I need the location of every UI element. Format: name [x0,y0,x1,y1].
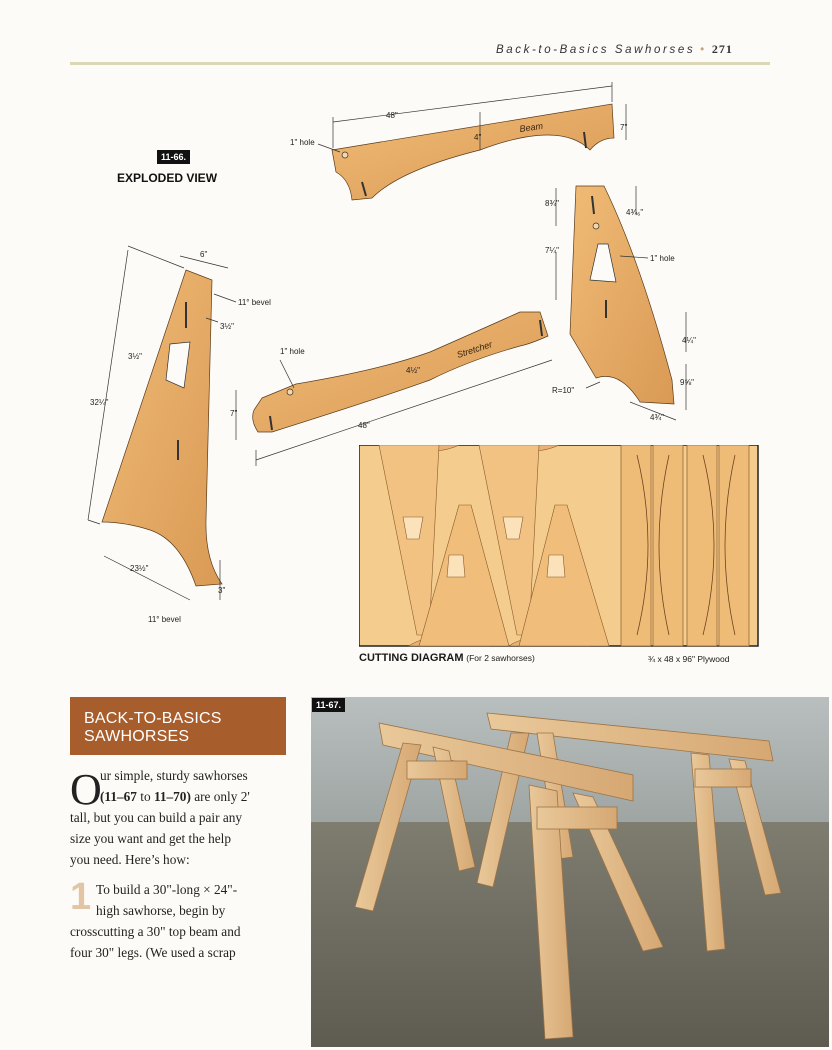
body-to: to [136,789,154,804]
cutting-diagram [359,445,759,647]
page-number: 271 [711,42,733,56]
leg-slot-label: 3½" [220,322,234,331]
right-leg-mid-label: 7¼" [545,246,559,255]
body-line-3: tall, but you can build a pair any [70,810,243,825]
beam-length-label: 48" [386,111,398,120]
right-leg-part [570,186,674,404]
right-leg-lower-label: 4¼" [682,336,696,345]
stretcher-length-label: 48" [358,421,370,430]
step-line-4: four 30" legs. (We used a scrap [70,945,236,960]
figure-tag-11-67: 11-67. [312,698,345,712]
right-leg-offset-label: 4¾₆" [626,208,644,217]
step-line-3: crosscutting a 30" top beam and [70,924,241,939]
section-heading-line1: BACK-TO-BASICS [84,710,222,727]
body-line-2-tail: are only 2' [190,789,250,804]
stretcher-hole-label: 1" hole [280,347,305,356]
running-title: Back-to-Basics Sawhorses [496,44,696,56]
leg-top-bevel-label: 11° bevel [238,298,271,307]
step-number: 1 [70,876,92,918]
leg-height-label: 32¼" [90,398,109,407]
beam-part [332,104,614,200]
right-leg-bottom-label: 9⅝" [680,378,694,387]
body-line-5: you need. Here’s how: [70,852,190,867]
cutting-diagram-note: (For 2 sawhorses) [466,653,535,663]
bullet-icon: • [700,44,707,56]
sawhorses-photo [311,697,829,1047]
cutting-diagram-caption [359,652,535,664]
leg-bottom-bevel-label: 11° bevel [148,615,181,624]
figure-tag-11-66: 11-66. [157,150,190,164]
leg-bottom-width-label: 23½" [130,564,149,573]
step-line-2: high sawhorse, begin by [96,903,226,918]
beam-height-label: 7" [620,123,628,132]
leg-top-width-label: 6" [200,250,208,259]
stretcher-center-label: 4½" [406,366,420,375]
figure-ref-11-70: 11–70) [153,789,191,804]
leg-foot-label: 3" [218,586,226,595]
body-line-1: ur simple, sturdy sawhorses [100,768,248,783]
stretcher-part [253,312,548,432]
sawhorses-illustration [311,697,829,1047]
section-heading [84,710,222,746]
plywood-spec: ¾ x 48 x 96" Plywood [648,654,730,664]
stretcher-part-label: Stretcher [455,339,494,360]
beam-center-label: 4" [474,133,482,142]
right-leg-foot-label: 4¾" [650,413,664,422]
left-leg-part [102,270,222,586]
body-line-4: size you want and get the help [70,831,231,846]
right-leg-hole-label: 1" hole [650,254,675,263]
step-line-1: To build a 30"-long × 24"- [96,882,238,897]
figure-ref-11-67: (11–67 [100,789,137,804]
body-line-2 [100,787,290,808]
beam-hole-label: 1" hole [290,138,315,147]
cutting-diagram-title: CUTTING DIAGRAM [359,652,464,664]
right-leg-top-label: 8¾" [545,199,559,208]
stretcher-height-label: 7" [230,409,238,418]
section-heading-line2: SAWHORSES [84,728,190,745]
leg-notch-label: 3½" [128,352,142,361]
exploded-view-title: EXPLODED VIEW [117,171,218,185]
drop-cap: O [70,765,102,814]
right-leg-radius-label: R=10" [552,386,575,395]
beam-part-label: Beam [518,120,544,134]
